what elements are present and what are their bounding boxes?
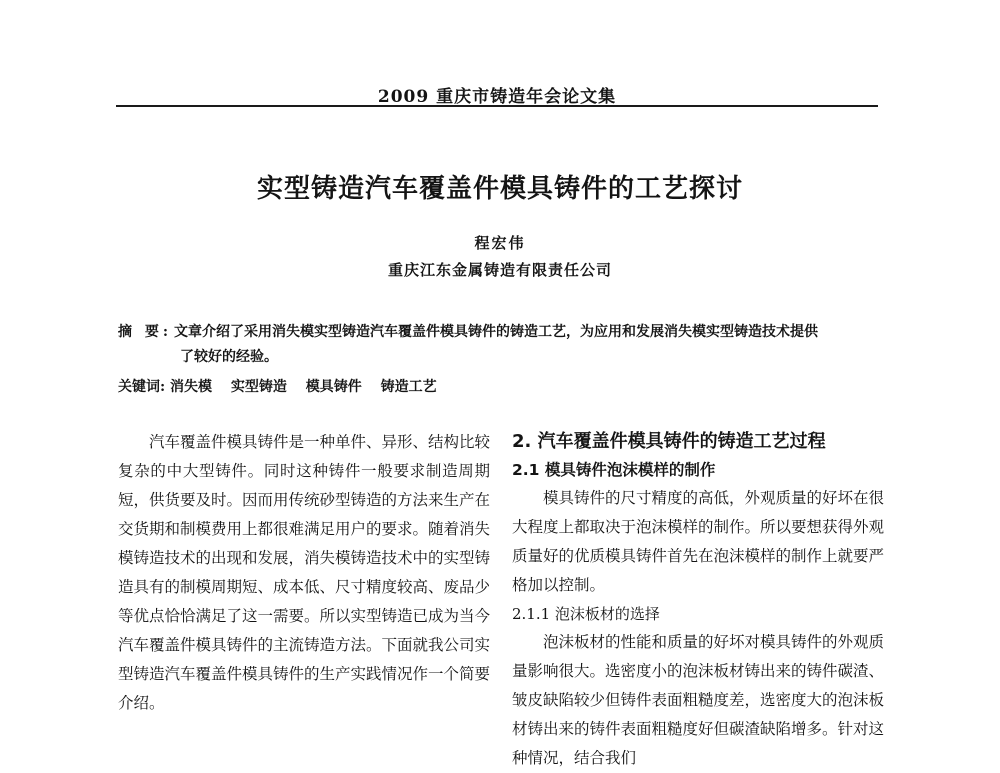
keywords-block xyxy=(118,376,886,396)
author-name: 程宏伟 xyxy=(474,234,526,252)
intro-paragraph: 汽车覆盖件模具铸件是一种单件、异形、结构比较复杂的中大型铸件。同时这种铸件一般要求制造周期短，供货要及时。因而用传统砂型铸造的方法来生产在交货期和制模费用上都很难满足用户的要求。随着消失模铸造技术的出现和发展，消失模铸造技术中的实型铸造具有的制模周期短、成本低、尺寸精度较高、废品少等优点恰恰满足了这一需要。所以实型铸造已成为当今汽车覆盖件模具铸件的主流铸造方法。下面就我公司实型铸造汽车覆盖件模具铸件的生产实践情况作一个简要介绍。 xyxy=(118,433,491,712)
header-rule xyxy=(116,105,878,107)
abstract-block xyxy=(118,320,886,370)
left-column xyxy=(118,428,490,718)
right-column xyxy=(512,428,884,773)
keywords-label: 关键词: xyxy=(118,379,166,395)
author-affiliation: 重庆江东金属铸造有限责任公司 xyxy=(387,261,612,279)
section-2-1-heading: 2.1 模具铸件泡沫模样的制作 xyxy=(512,461,716,479)
abstract-line-1 xyxy=(118,320,886,345)
keyword-item: 实型铸造 xyxy=(230,379,287,395)
keyword-item: 铸造工艺 xyxy=(380,379,437,395)
abstract-text-1: 文章介绍了采用消失模实型铸造汽车覆盖件模具铸件的铸造工艺，为应用和发展消失模实型铸造技术提供 xyxy=(174,324,818,340)
keyword-item: 消失模 xyxy=(170,379,213,395)
section-2-heading: 2. 汽车覆盖件模具铸件的铸造工艺过程 xyxy=(512,431,826,452)
abstract-label: 摘 要: xyxy=(118,324,173,340)
paper-title: 实型铸造汽车覆盖件模具铸件的工艺探讨 xyxy=(256,174,743,204)
keyword-item: 模具铸件 xyxy=(305,379,362,395)
section-2-1-1-paragraph: 泡沫板材的性能和质量的好坏对模具铸件的外观质量影响很大。选密度小的泡沫板材铸出来的铸件碳渣、皱皮缺陷较少但铸件表面粗糙度差，选密度大的泡沫板材铸出来的铸件表面粗糙度好但碳渣缺陷增多。针对这种情况，结合我们 xyxy=(512,633,885,767)
running-header: 2009 重庆市铸造年会论文集 xyxy=(377,87,617,107)
section-2-1-paragraph: 模具铸件的尺寸精度的高低，外观质量的好坏在很大程度上都取决于泡沫模样的制作。所以要想获得外观质量好的优质模具铸件首先在泡沫模样的制作上就要严格加以控制。 xyxy=(512,489,885,594)
section-2-1-1-heading: 2.1.1 泡沫板材的选择 xyxy=(512,605,660,623)
abstract-line-2: 了较好的经验。 xyxy=(180,349,278,365)
